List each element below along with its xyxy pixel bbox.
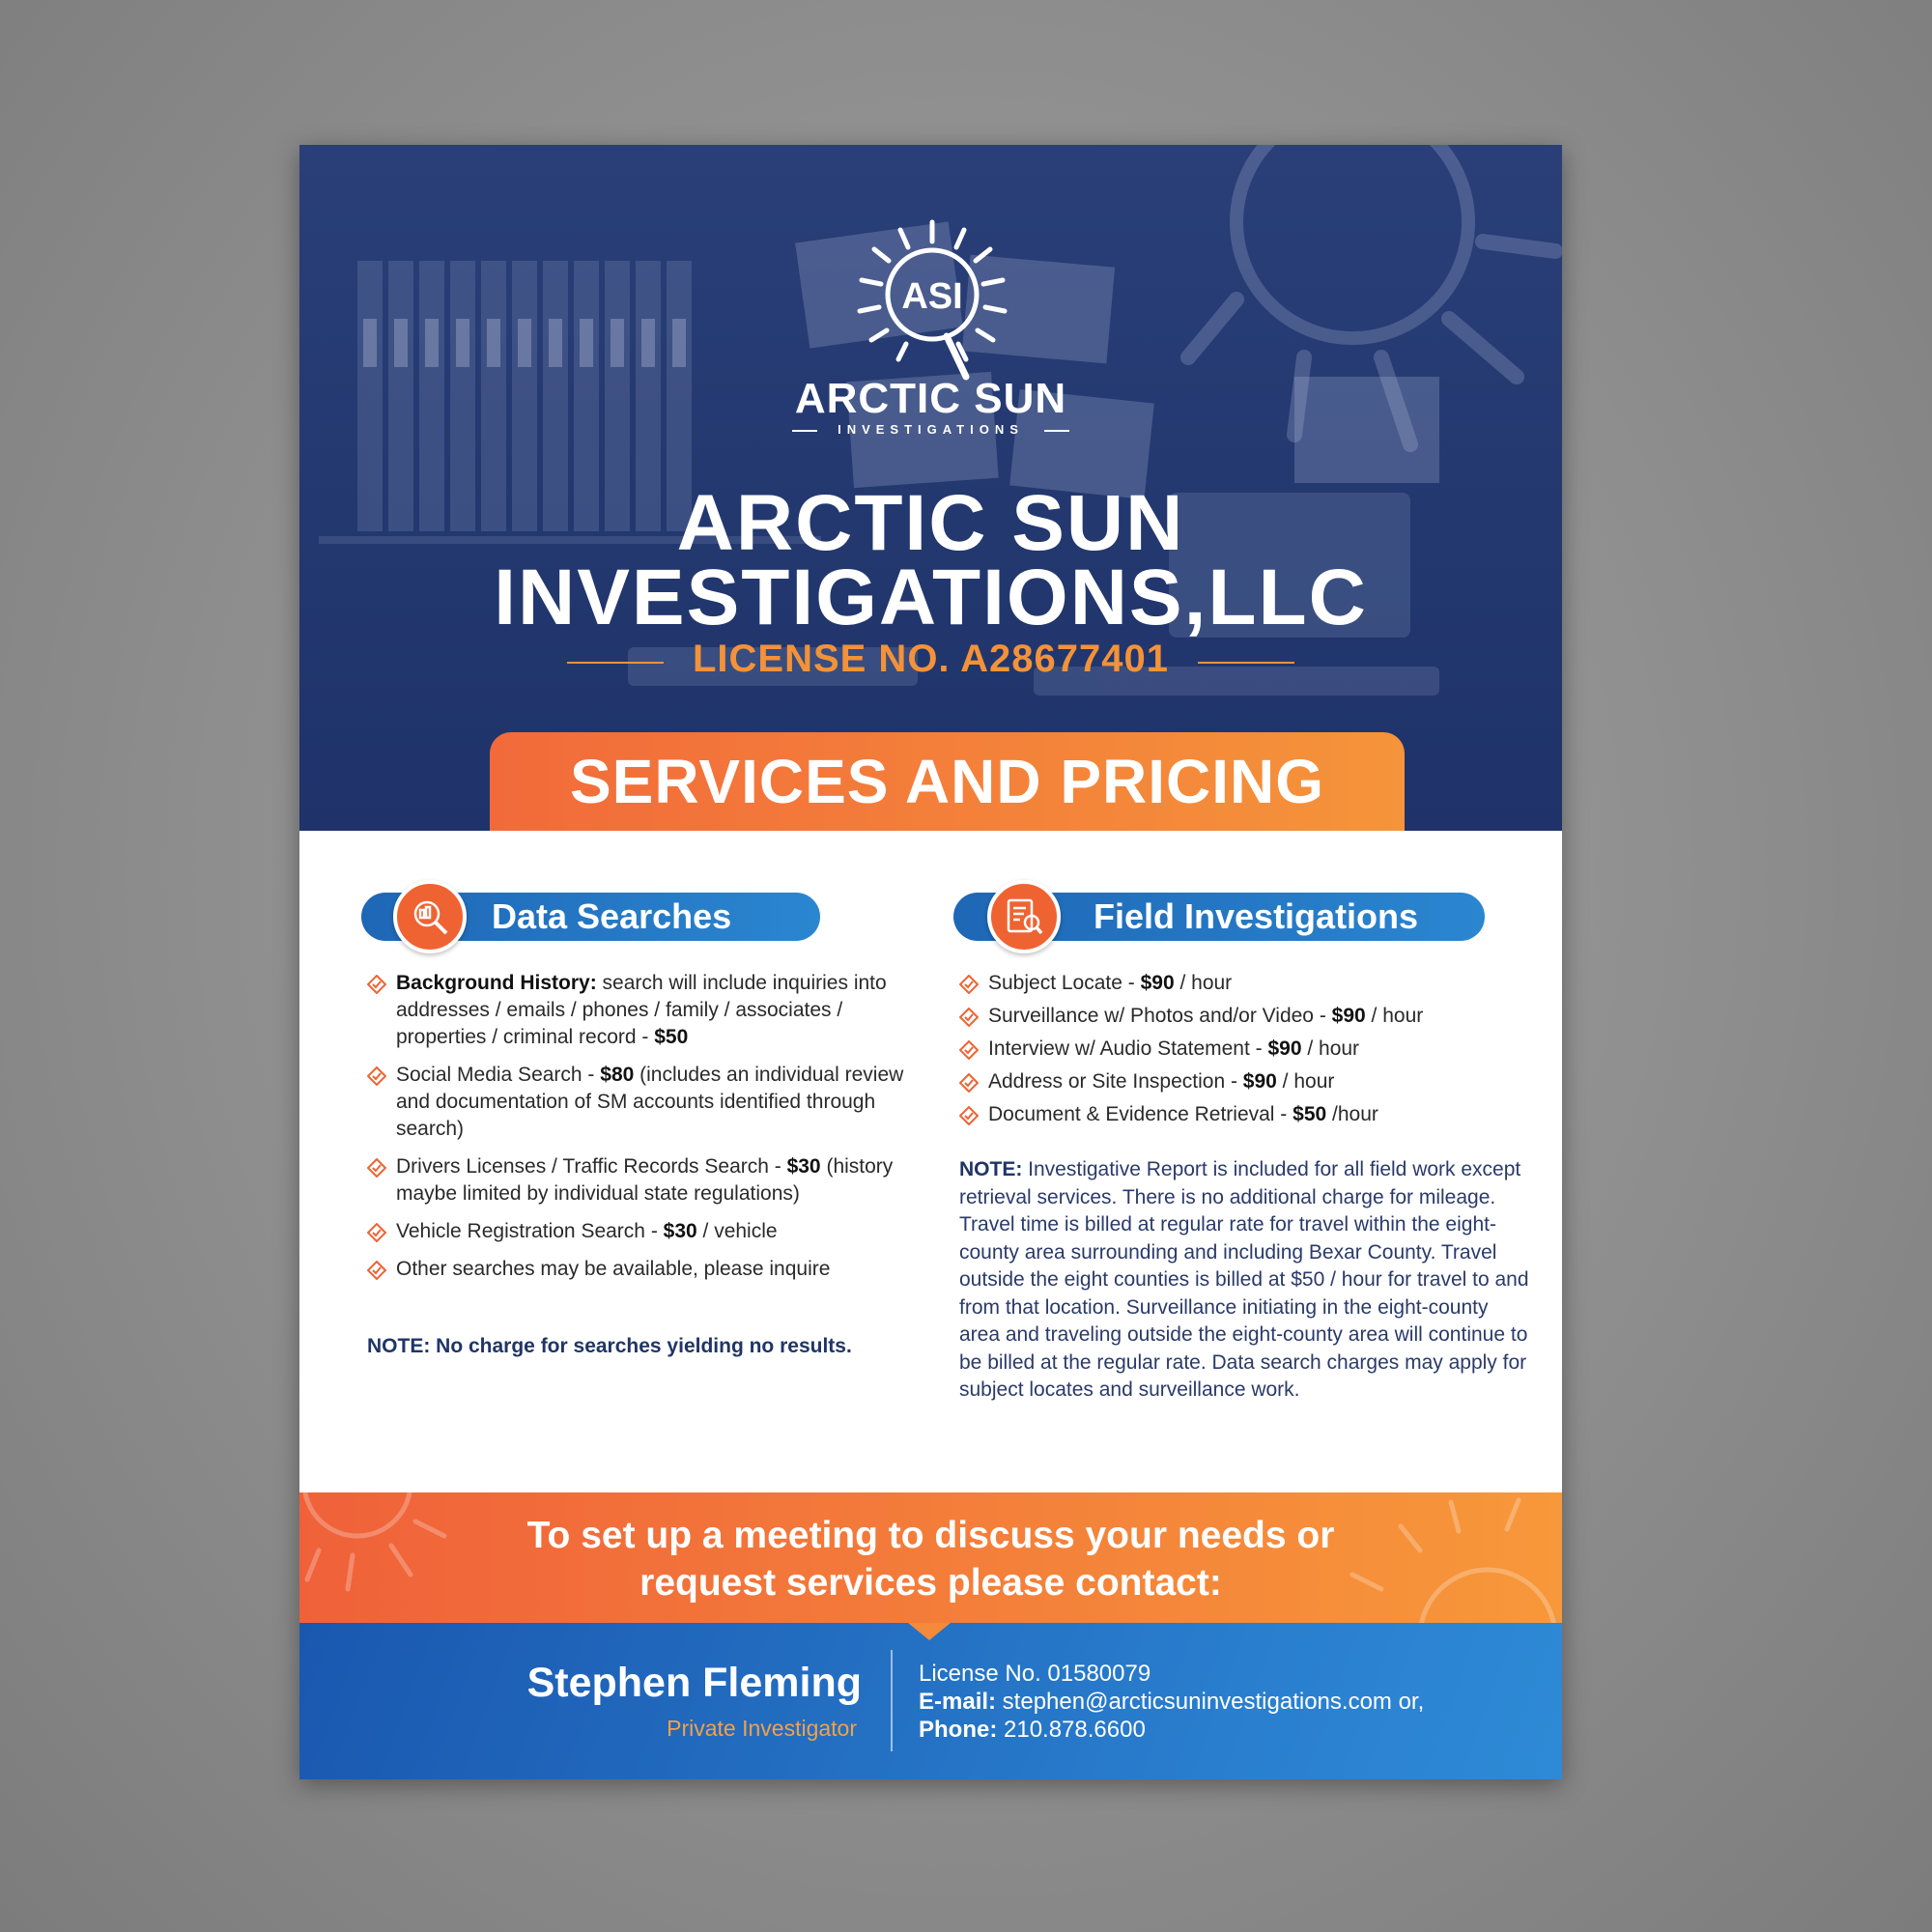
email-label: E-mail: — [919, 1689, 997, 1715]
item-label: Background History: — [396, 972, 597, 994]
cta-line2: request services please contact: — [639, 1562, 1222, 1604]
item-text: Drivers Licenses / Traffic Records Search - — [396, 1155, 787, 1178]
item-text: Interview w/ Audio Statement - — [988, 1037, 1268, 1060]
document-search-icon — [987, 880, 1061, 953]
diamond-bullet-icon — [367, 1223, 386, 1242]
list-item — [959, 1068, 1529, 1095]
company-title-line2: INVESTIGATIONS,LLC — [494, 554, 1368, 641]
contact-divider — [891, 1650, 893, 1751]
list-item — [959, 1036, 1529, 1063]
flyer — [299, 145, 1562, 1779]
phone-value[interactable]: 210.878.6600 — [997, 1717, 1146, 1743]
license-number: LICENSE NO. A28677401 — [692, 638, 1170, 680]
item-detail: / vehicle — [696, 1220, 778, 1242]
note-label: NOTE: — [959, 1158, 1023, 1180]
contact-phone-row[interactable] — [919, 1716, 1424, 1744]
item-unit: / hour — [1301, 1037, 1360, 1060]
services-pricing-banner: SERVICES AND PRICING — [490, 732, 1405, 831]
logo-tagline: INVESTIGATIONS — [838, 422, 1024, 437]
list-item — [959, 1003, 1529, 1030]
item-detail: (history maybe limited by individual state regulations) — [396, 1155, 894, 1205]
item-text: Other searches may be available, please inquire — [396, 1258, 831, 1280]
item-unit: / hour — [1365, 1005, 1424, 1027]
field-investigations-note — [959, 1156, 1529, 1405]
logo-monogram: ASI — [901, 276, 963, 317]
contact-section — [299, 1623, 1562, 1779]
data-searches-list — [367, 970, 908, 1293]
list-item — [367, 1062, 908, 1143]
item-price: $90 — [1331, 1005, 1366, 1027]
diamond-bullet-icon — [959, 975, 979, 994]
diamond-bullet-icon — [367, 975, 386, 994]
phone-label: Phone: — [919, 1717, 998, 1743]
item-price: $80 — [600, 1064, 635, 1086]
email-value[interactable]: stephen@arcticsuninvestigations.com or, — [996, 1689, 1425, 1715]
cta-line1: To set up a meeting to discuss your needs or — [526, 1515, 1335, 1556]
diamond-bullet-icon — [367, 1261, 386, 1280]
diamond-bullet-icon — [367, 1158, 386, 1178]
contact-name: Stephen Fleming — [526, 1660, 862, 1706]
list-item — [367, 1153, 908, 1208]
item-text: Address or Site Inspection - — [988, 1070, 1243, 1093]
logo-wordmark: ARCTIC SUN — [794, 375, 1067, 422]
data-searches-heading: Data Searches — [361, 893, 820, 941]
cta-text — [299, 1512, 1562, 1606]
item-text: search will include inquiries into addresses / emails / phones / family / associates / properties / criminal record - — [396, 972, 887, 1048]
item-unit: / hour — [1276, 1070, 1335, 1093]
note-text: Investigative Report is included for all field work except retrieval services. There is no additional charge for mileage. Travel time is billed at regular rate for travel within the eight-county area surrounding and including Bexar County. Travel outside the eight counties is billed at $50 / hour for travel to and from that location. Surveillance initiating in the eight-county area and traveling outside the eight-county area will continue to be billed at the regular rate. Data search charges may apply for subject locates and surveillance work. — [959, 1158, 1529, 1401]
list-item — [367, 1256, 908, 1283]
list-item — [959, 970, 1529, 997]
diamond-bullet-icon — [367, 1066, 386, 1086]
hero-section — [299, 145, 1562, 831]
item-text: Social Media Search - — [396, 1064, 601, 1086]
contact-details — [919, 1660, 1424, 1744]
field-investigations-list — [959, 970, 1529, 1134]
item-text: Document & Evidence Retrieval - — [988, 1103, 1293, 1125]
item-unit: /hour — [1326, 1103, 1378, 1125]
item-price: $90 — [1242, 1070, 1277, 1093]
item-price: $30 — [786, 1155, 821, 1178]
list-item — [367, 970, 908, 1051]
contact-license: License No. 01580079 — [919, 1661, 1151, 1687]
item-text: Subject Locate - — [988, 972, 1141, 994]
diamond-bullet-icon — [959, 1008, 979, 1027]
list-item — [367, 1218, 908, 1245]
cta-notch — [908, 1623, 951, 1640]
item-detail: (includes an individual review and documentation of SM accounts identified through search) — [396, 1064, 904, 1140]
diamond-bullet-icon — [959, 1040, 979, 1060]
license-rule-right — [1198, 662, 1294, 664]
item-price: $30 — [663, 1220, 697, 1242]
item-unit: / hour — [1174, 972, 1233, 994]
list-item — [959, 1101, 1529, 1128]
diamond-bullet-icon — [959, 1073, 979, 1093]
item-text: Vehicle Registration Search - — [396, 1220, 664, 1242]
item-price: $90 — [1140, 972, 1175, 994]
item-price: $50 — [1293, 1103, 1327, 1125]
field-investigations-heading: Field Investigations — [953, 893, 1485, 941]
logo-rule-right — [1044, 430, 1069, 432]
cta-banner — [299, 1492, 1562, 1623]
item-price: $50 — [654, 1026, 689, 1048]
item-price: $90 — [1267, 1037, 1302, 1060]
contact-role: Private Investigator — [667, 1716, 857, 1741]
item-text: Surveillance w/ Photos and/or Video - — [988, 1005, 1332, 1027]
contact-email-row[interactable] — [919, 1688, 1424, 1716]
diamond-bullet-icon — [959, 1106, 979, 1125]
company-title-line1: ARCTIC SUN — [676, 479, 1185, 567]
data-searches-note: NOTE: No charge for searches yielding no results. — [367, 1335, 852, 1357]
data-search-icon — [393, 880, 467, 953]
